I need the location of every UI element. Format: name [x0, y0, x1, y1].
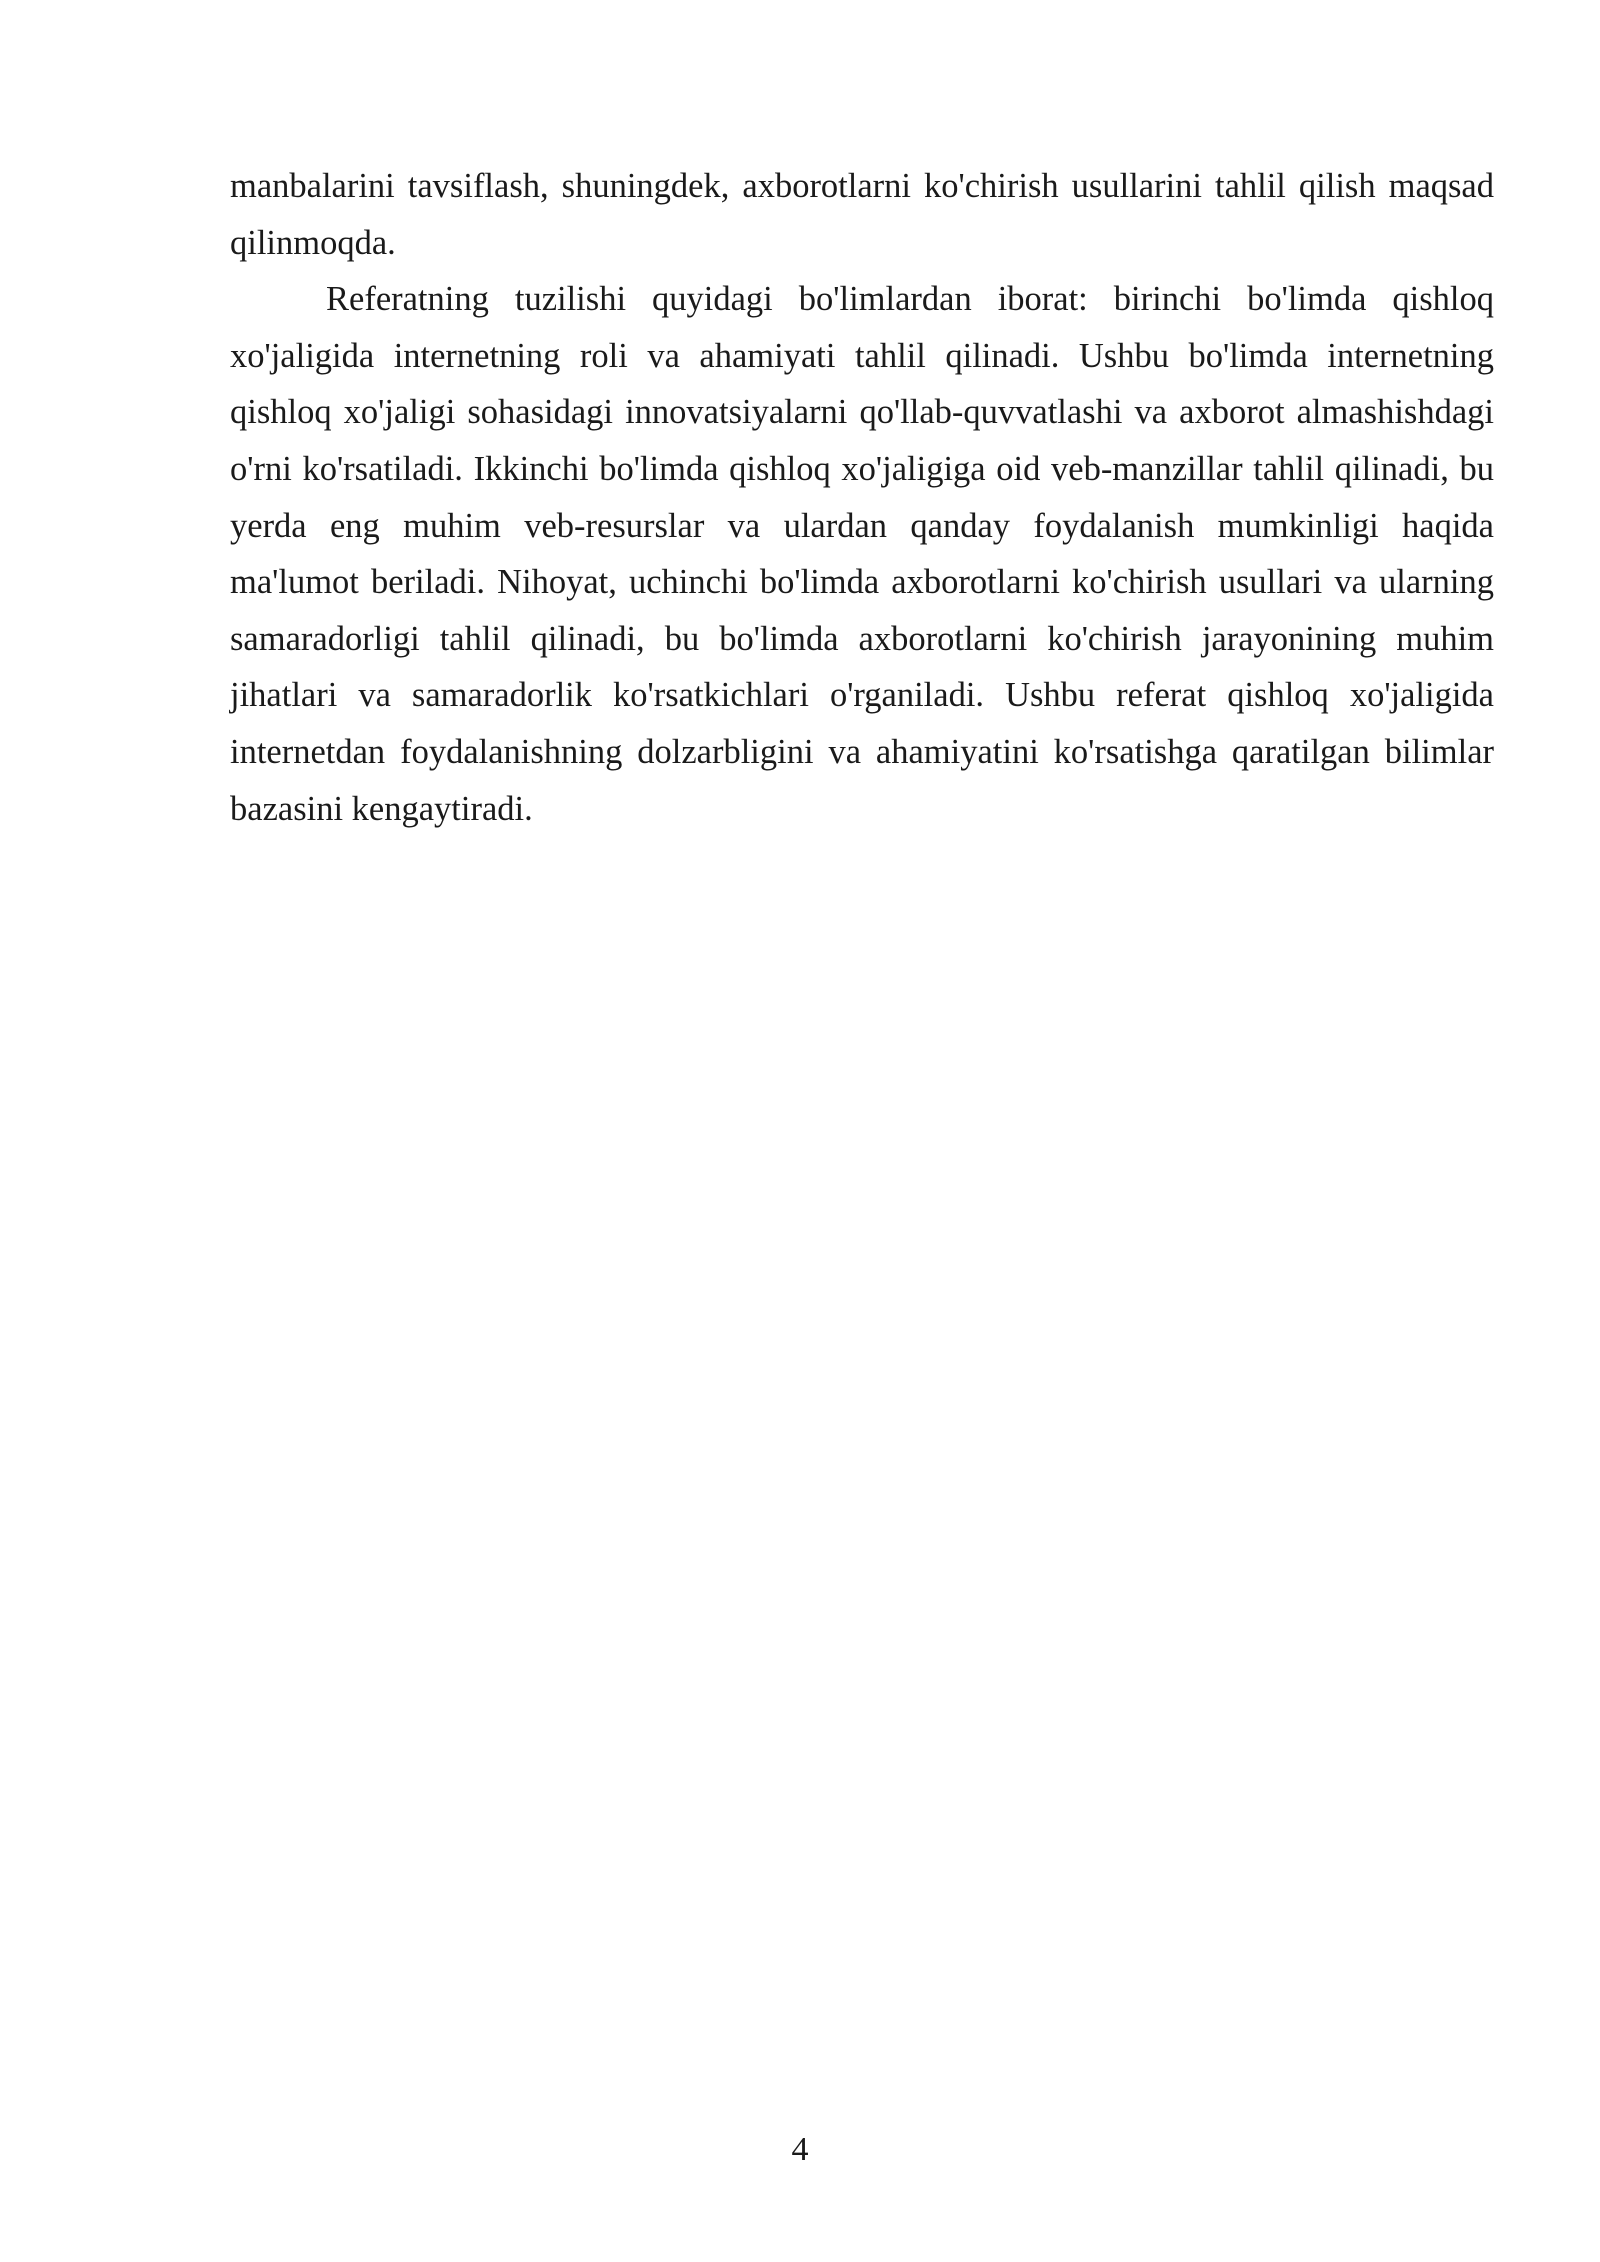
body-text	[230, 158, 1494, 837]
paragraph-continuation: manbalarini tavsiflash, shuningdek, axborotlarni ko'chirish usullarini tahlil qilish maqsad qilinmoqda.	[230, 167, 1494, 262]
page-number: 4	[791, 2131, 809, 2168]
paragraph-structure: Referatning tuzilishi quyidagi bo'limlardan iborat: birinchi bo'limda qishloq xo'jaligida internetning roli va ahamiyati tahlil qilinadi. Ushbu bo'limda internetning qishloq xo'jaligi sohasidagi innovatsiyalarni qo'llab-quvvatlashi va axborot almashishdagi o'rni ko'rsatiladi. Ikkinchi bo'limda qishloq xo'jaligiga oid veb-manzillar tahlil qilinadi, bu yerda eng muhim veb-resurslar va ulardan qanday foydalanish mumkinligi haqida ma'lumot beriladi. Nihoyat, uchinchi bo'limda axborotlarni ko'chirish usullari va ularning samaradorligi tahlil qilinadi, bu bo'limda axborotlarni ko'chirish jarayonining muhim jihatlari va samaradorlik ko'rsatkichlari o'rganiladi. Ushbu referat qishloq xo'jaligida internetdan foydalanishning dolzarbligini va ahamiyatini ko'rsatishga qaratilgan bilimlar bazasini kengaytiradi.	[230, 280, 1494, 828]
